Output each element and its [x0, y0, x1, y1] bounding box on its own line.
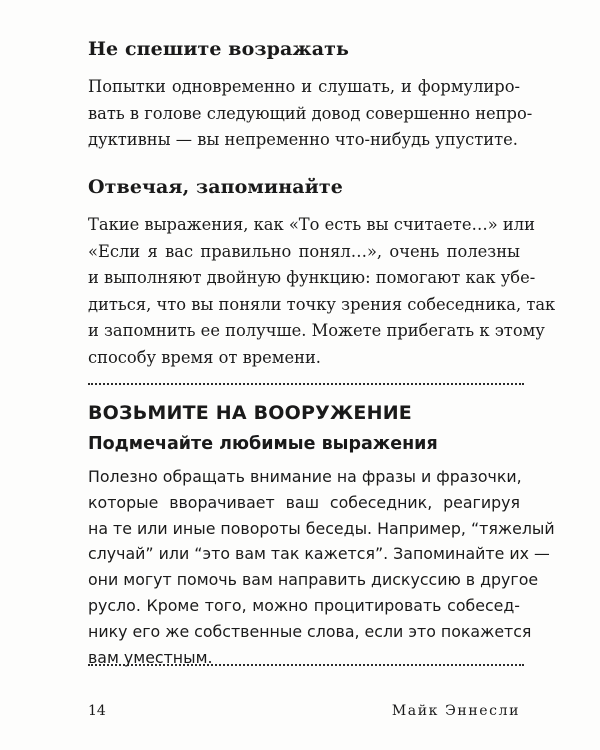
dotted-divider-bottom [88, 664, 524, 666]
text-line: способу время от времени. [88, 347, 321, 367]
running-footer-author: Майк Эннесли [391, 703, 520, 719]
tip-box-paragraph [88, 464, 555, 670]
text-line: Такие выражения, как «То есть вы считаете…» или [88, 215, 535, 234]
text-line: Полезно обращать внимание на фразы и фразочки, [88, 467, 522, 486]
text-line: на те или иные повороты беседы. Например, “тяжелый [88, 518, 555, 538]
text-line: вать в голове следующий довод совершенно непро- [88, 103, 533, 123]
page-number: 14 [88, 703, 106, 719]
text-line: и запомнить ее получше. Можете прибегать к этому [88, 321, 545, 340]
text-line: диться, что вы поняли точку зрения собеседника, так [88, 294, 556, 314]
tip-box-subtitle: Подмечайте любимые выражения [88, 434, 438, 454]
tip-box-title: ВОЗЬМИТЕ НА ВООРУЖЕНИЕ [88, 402, 412, 424]
text-line: которые вворачивает ваш собеседник, реагируя [88, 492, 520, 512]
section-heading-dont-rush: Не спешите возражать [88, 38, 349, 60]
text-line: вам уместным. [88, 647, 213, 667]
text-line: русло. Кроме того, можно процитировать собесед- [88, 595, 520, 615]
book-page [88, 0, 556, 750]
text-line: «Если я вас правильно понял…», очень полезны [88, 241, 520, 261]
text-line: случай” или “это вам так кажется”. Запоминайте их — [88, 544, 550, 564]
text-line: Попытки одновременно и слушать, и формулиро- [88, 77, 520, 96]
section-heading-remember: Отвечая, запоминайте [88, 176, 343, 198]
text-line: они могут помочь вам направить дискуссию в другое [88, 570, 539, 590]
paragraph-remember [88, 212, 556, 371]
text-line: нику его же собственные слова, если это покажется [88, 621, 532, 641]
dotted-divider-top [88, 383, 524, 385]
text-line: и выполняют двойную функцию: помогают как убе- [88, 268, 536, 287]
text-line: дуктивны — вы непременно что-нибудь упустите. [88, 130, 518, 149]
paragraph-dont-rush [88, 74, 533, 154]
